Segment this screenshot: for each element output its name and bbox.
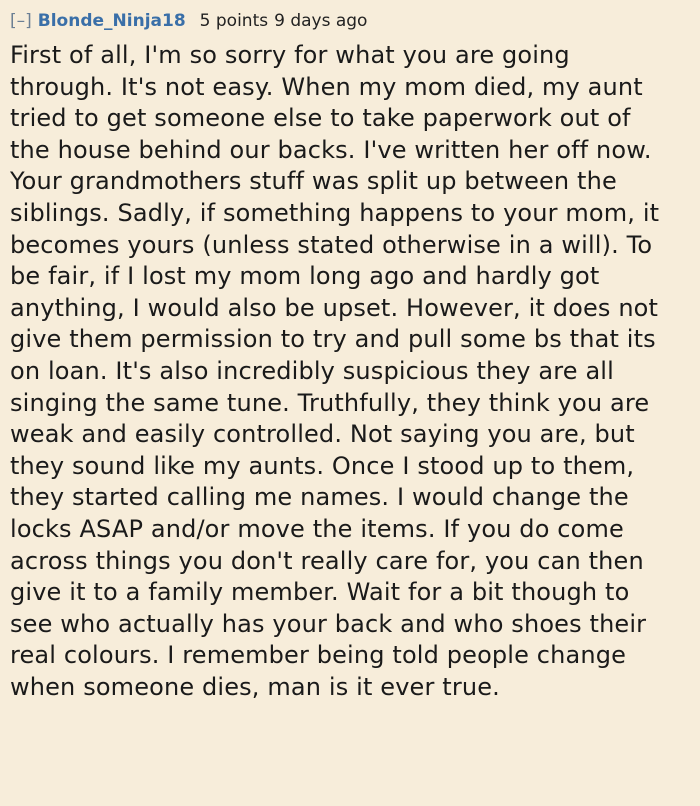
comment-body-line: real colours. I remember being told people change: [10, 641, 627, 670]
comment-body-line: First of all, I'm so sorry for what you are going: [10, 41, 570, 69]
comment-body-line: singing the same tune. Truthfully, they think you are: [10, 388, 650, 417]
points-count: 5 points: [199, 11, 269, 31]
comment-body-line: give them permission to try and pull some bs that its: [10, 325, 656, 354]
collapse-toggle-button[interactable]: [–]: [10, 11, 32, 31]
comment-body: [10, 40, 690, 703]
comment-body-line: see who actually has your back and who shoes their: [10, 609, 647, 638]
comment-body-line: be fair, if I lost my mom long ago and hardly got: [10, 262, 600, 291]
comment-body-line: anything, I would also be upset. However, it does not: [10, 293, 659, 322]
comment-body-line: tried to get someone else to take paperwork out of: [10, 104, 631, 133]
comment-timestamp: 9 days ago: [274, 11, 368, 31]
comment-body-line: when someone dies, man is it ever true.: [10, 672, 500, 701]
comment-body-line: on loan. It's also incredibly suspicious they are all: [10, 356, 614, 385]
comment-header: [10, 6, 690, 36]
comment-body-line: the house behind our backs. I've written her off now.: [10, 135, 652, 164]
author-link[interactable]: Blonde_Ninja18: [37, 11, 186, 31]
comment-body-line: give it to a family member. Wait for a bit though to: [10, 578, 630, 607]
comment-body-line: becomes yours (unless stated otherwise in a will). To: [10, 230, 653, 259]
comment-body-line: across things you don't really care for, you can then: [10, 546, 644, 575]
comment-body-line: through. It's not easy. When my mom died, my aunt: [10, 72, 643, 101]
comment-body-line: they started calling me names. I would change the: [10, 483, 629, 512]
comment-body-line: locks ASAP and/or move the items. If you do come: [10, 514, 624, 543]
comment-body-line: Your grandmothers stuff was split up between the: [10, 167, 617, 196]
comment-body-line: siblings. Sadly, if something happens to your mom, it: [10, 198, 660, 227]
comment-body-line: they sound like my aunts. Once I stood up to them,: [10, 451, 635, 480]
comment-body-line: weak and easily controlled. Not saying you are, but: [10, 420, 635, 449]
